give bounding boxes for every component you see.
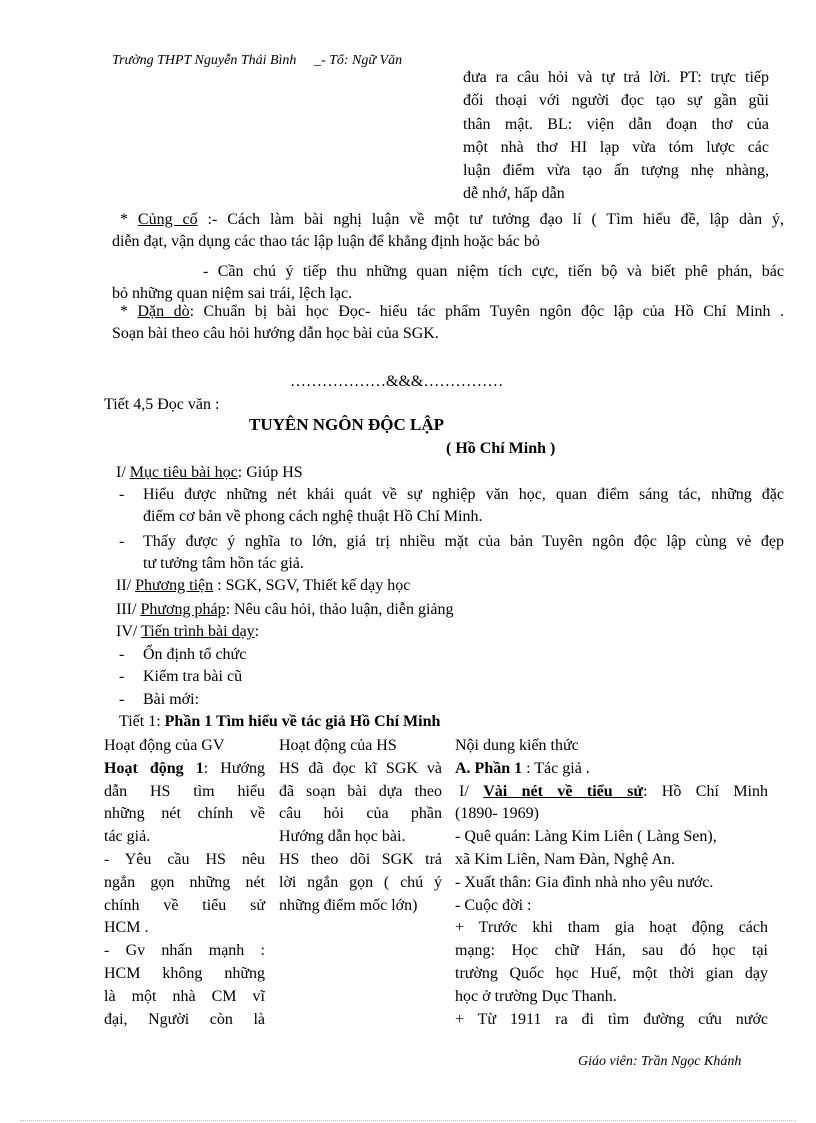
cung-co-line4: bỏ những quan niệm sai trái, lệch lạc. [112,285,353,302]
page-footer: Giáo viên: Trần Ngọc Khánh [578,1054,742,1069]
hs-line: lời ngắn gọn ( chú ý [279,873,442,891]
gv-line: Hoạt động 1: Hướng [104,759,265,777]
column-header: Nội dung kiến thức [455,737,579,754]
gv-line: ngắn gọn những nét [104,873,265,891]
nd-line: mạng: Học chữ Hán, sau đó học tại [455,942,768,960]
hs-line: đã soạn bài dựa theo [279,782,442,800]
part-heading: A. Phần 1 : Tác giả . [455,759,590,777]
page-header [112,53,402,69]
column-header: Hoạt động của HS [279,737,397,754]
continued-line: đối thoại với người đọc tạo sự gần gũi [463,92,769,110]
nd-line: + Trước khi tham gia hoạt động cách [455,919,768,937]
teacher-activity-column [104,735,265,1031]
header-separator: _- [313,53,330,68]
dan-do-line1: * Dặn dò: Chuẩn bị bài học Đọc- hiểu tác phẩm Tuyên ngôn độc lập của Hồ Chí Minh . [120,303,785,320]
nd-line: học ở trường Dục Thanh. [455,987,617,1005]
gv-line: - Yêu cầu HS nêu [104,850,265,868]
content-column [455,735,768,1031]
continued-line: một nhà thơ HI lạp vừa tóm lược các [463,138,769,156]
gv-line: là một nhà CM vĩ [104,987,265,1005]
bullet-dash: - [119,691,125,708]
hs-line: HS theo dõi SGK trả [279,850,442,868]
hs-line: Hướng dẫn học bài. [279,828,406,846]
gv-line: - Gv nhấn mạnh : [104,942,265,960]
bullet-dash: - [119,646,125,663]
gv-line: đại, Người còn là [104,1010,265,1028]
dan-do-label: Dặn dò [137,303,190,320]
lesson-author: ( Hồ Chí Minh ) [446,440,556,457]
continued-line: dễ nhớ, hấp dẫn [463,185,565,203]
phuong-tien-heading: II/ Phương tiện : SGK, SGV, Thiết kế dạy học [116,577,411,594]
continued-text-column [463,66,769,206]
student-activity-column [279,735,442,917]
lesson-title: TUYÊN NGÔN ĐỘC LẬP [249,415,445,434]
nd-line: - Cuộc đời : [455,896,532,914]
lesson-number: Tiết 4,5 Đọc văn : [104,396,220,413]
school-name: Trường THPT Nguyễn Thái Bình [112,53,297,68]
step-item: Ổn định tổ chức [143,646,247,663]
nd-line: xã Kim Liên, Nam Đàn, Nghệ An. [455,850,675,868]
bullet-dash: - [119,486,125,503]
activity-1-label: Hoạt động 1 [104,759,204,777]
hs-line: câu hỏi của phần [279,805,442,823]
gv-line: dẫn HS tìm hiểu [104,782,265,800]
objective-item: Hiểu được những nét khái quát về sự nghiệp văn học, quan điểm sáng tác, những đặc điểm cơ bản về phong cách nghệ thuật Hồ Chí Minh. [143,486,784,525]
gv-line: những nét chính về [104,805,265,823]
cung-co-line1: * Củng cố :- Cách làm bài nghị luận về một tư tưởng đạo lí ( Tìm hiểu đề, lập dàn ý, [120,211,784,228]
gv-line: HCM . [104,919,149,937]
footer-divider [20,1120,796,1121]
nd-line: (1890- 1969) [455,805,539,823]
group-name: Tổ: Ngữ Văn [329,53,403,68]
column-header: Hoạt động của GV [104,737,225,754]
cung-co-line3: - Cần chú ý tiếp thu những quan niệm tích cực, tiến bộ và biết phê phán, bác [203,263,784,280]
continued-line: luận điểm vừa tạo ấn tượng nhẹ nhàng, [463,162,769,180]
bullet-dash: - [119,533,125,550]
gv-line: tác giả. [104,828,151,846]
dan-do-block [112,301,784,345]
continued-line: đưa ra câu hỏi và tự trả lời. PT: trực tiếp [463,69,769,86]
hs-line: những điểm mốc lớn) [279,896,418,914]
dan-do-line2: Soạn bài theo câu hỏi hướng dẫn học bài của SGK. [112,325,439,342]
objective-item: Thấy được ý nghĩa to lớn, giá trị nhiều mặt của bản Tuyên ngôn độc lập cùng vẻ đẹp tư tưởng tâm hồn tác giả. [143,533,784,572]
hs-line: HS đã đọc kĩ SGK và [279,759,442,777]
step-item: Bài mới: [143,691,200,708]
nd-line: trường Quốc học Huế, một thời gian dạy [455,964,768,982]
gv-line: HCM không những [104,964,265,982]
muc-tieu-heading: I/ Mục tiêu bài học: Giúp HS [116,464,303,481]
bullet-dash: - [119,668,125,685]
tien-trinh-heading: IV/ Tiến trình bài dạy: [116,623,260,640]
nd-line: - Xuất thân: Gia đình nhà nho yêu nước. [455,873,714,891]
nd-line: + Từ 1911 ra đi tìm đường cứu nước [455,1010,768,1028]
tiet1-heading: Tiết 1: Phần 1 Tìm hiểu về tác giả Hồ Chí Minh [119,713,441,730]
continued-line: thân mật. BL: viện dẫn đoạn thơ của [463,115,769,133]
biography-heading: I/ Vài nét về tiểu sử: Hồ Chí Minh [459,782,768,800]
phuong-phap-heading: III/ Phương pháp: Nêu câu hỏi, thảo luận, diễn giảng [116,601,454,618]
step-item: Kiểm tra bài cũ [143,668,243,685]
cung-co-line2: diễn đạt, vận dụng các thao tác lập luận để khẳng định hoặc bác bỏ [112,233,540,250]
nd-line: - Quê quán: Làng Kim Liên ( Làng Sen), [455,828,717,846]
section-divider: ………………&&&…………… [290,373,504,390]
cung-co-block [112,209,784,305]
cung-co-label: Củng cố [137,211,198,228]
gv-line: chính về tiểu sử [104,896,265,914]
